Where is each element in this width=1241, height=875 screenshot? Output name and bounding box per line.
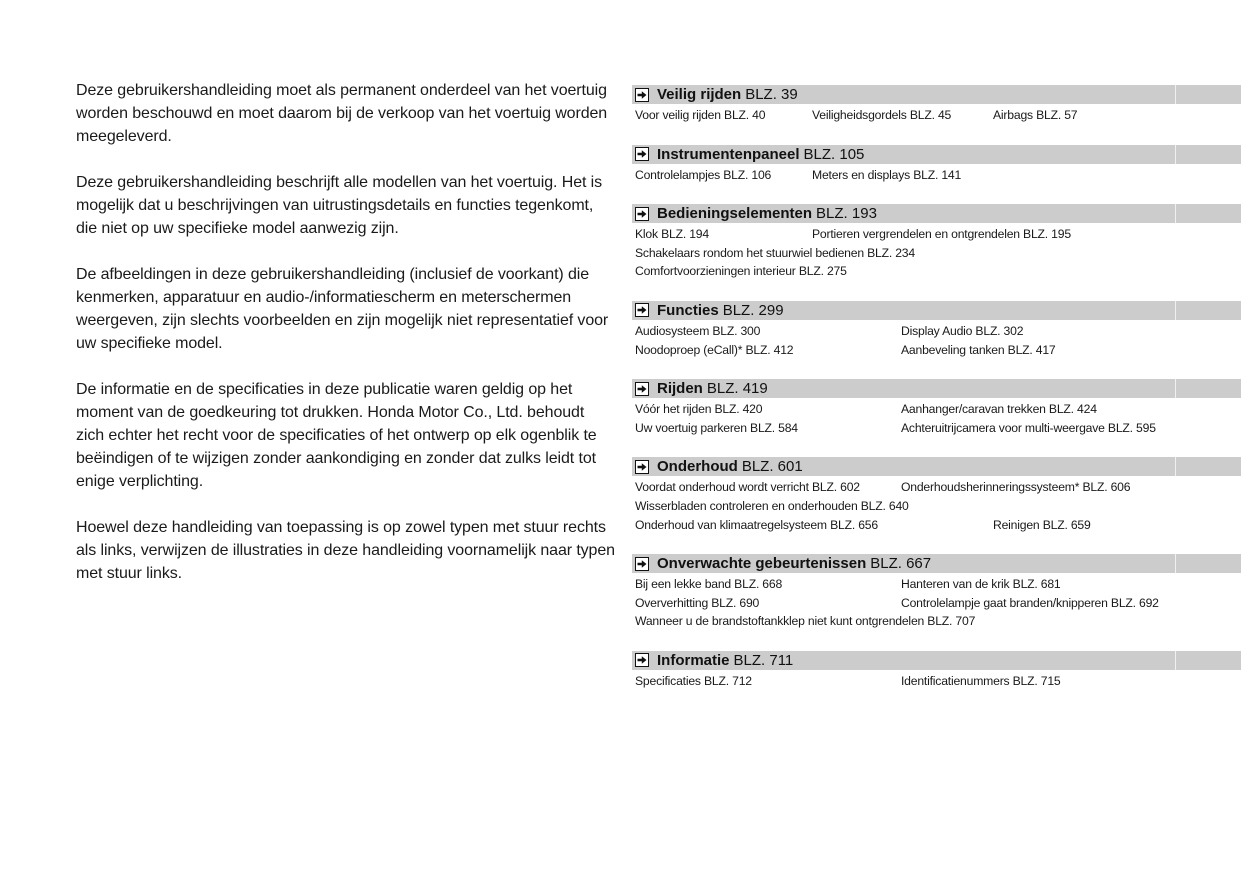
arrow-right-icon [635, 147, 649, 161]
toc-entry-link[interactable]: Voordat onderhoud wordt verricht BLZ. 602 [635, 480, 860, 495]
toc-row [635, 244, 1241, 263]
toc-section-header[interactable] [632, 651, 1241, 670]
toc-entries [632, 398, 1241, 437]
toc-entry-link[interactable]: Wisserbladen controleren en onderhouden BLZ. 640 [635, 498, 909, 513]
toc-section [632, 85, 1241, 125]
toc-section [632, 554, 1241, 631]
toc-entry-link[interactable]: Audiosysteem BLZ. 300 [635, 323, 761, 338]
toc-entries [632, 476, 1241, 534]
toc-row [635, 262, 1241, 281]
toc-section-page: BLZ. 193 [816, 205, 877, 223]
toc-section-title: Functies [657, 301, 719, 319]
toc-row [635, 672, 1241, 691]
toc-section-page: BLZ. 39 [745, 86, 798, 103]
toc-section-title: Veilig rijden [657, 86, 742, 103]
toc-entry-link[interactable]: Controlelampje gaat branden/knipperen BLZ. 692 [901, 595, 1159, 610]
arrow-right-icon [635, 382, 649, 396]
arrow-right-icon [635, 303, 649, 317]
toc-entry-link[interactable]: Controlelampjes BLZ. 106 [635, 167, 772, 182]
toc-section-page: BLZ. 419 [706, 380, 768, 398]
toc-entry-link[interactable]: Comfortvoorzieningen interieur BLZ. 275 [635, 264, 847, 279]
toc-entries [632, 573, 1241, 631]
toc-entry-link[interactable]: Aanhanger/caravan trekken BLZ. 424 [901, 402, 1097, 417]
toc-entry-link[interactable]: Hanteren van de krik BLZ. 681 [901, 577, 1061, 592]
arrow-right-icon [635, 460, 649, 474]
arrow-right-icon [635, 653, 649, 667]
toc-section-header[interactable] [632, 85, 1241, 104]
toc-row [635, 516, 1241, 535]
arrow-right-icon [635, 88, 649, 102]
toc-entry-link[interactable]: Onderhoud van klimaatregelsysteem BLZ. 656 [635, 517, 878, 532]
toc-section [632, 379, 1241, 437]
toc-entries [632, 104, 1241, 125]
toc-entry-link[interactable]: Meters en displays BLZ. 141 [812, 167, 962, 182]
toc-row [635, 575, 1241, 594]
toc-section-page: BLZ. 601 [741, 458, 803, 476]
header-divider [1175, 457, 1176, 476]
arrow-right-icon [635, 207, 649, 221]
header-divider [1175, 651, 1176, 670]
toc-row [635, 612, 1241, 631]
toc-row [635, 478, 1241, 497]
toc-entry-link[interactable]: Oververhitting BLZ. 690 [635, 595, 760, 610]
toc-section-title: Bedieningselementen [657, 205, 813, 223]
header-divider [1175, 379, 1176, 398]
toc-entry-link[interactable]: Display Audio BLZ. 302 [901, 323, 1024, 338]
intro-paragraph: Hoewel deze handleiding van toepassing is op zowel typen met stuur rechts als links, verwijzen de illustraties in deze handleiding voornamelijk naar typen met stuur links. [76, 519, 615, 582]
toc-row [635, 225, 1241, 244]
toc-section-title: Rijden [657, 380, 703, 398]
toc-entry-link[interactable]: Noodoproep (eCall)* BLZ. 412 [635, 342, 794, 357]
toc-section-title: Onderhoud [657, 458, 738, 476]
arrow-right-icon [635, 557, 649, 571]
toc-entry-link[interactable]: Wanneer u de brandstoftankklep niet kunt ontgrendelen BLZ. 707 [635, 614, 976, 629]
table-of-contents [632, 85, 1241, 711]
toc-entry-link[interactable]: Veiligheidsgordels BLZ. 45 [812, 108, 952, 122]
toc-entry-link[interactable]: Identificatienummers BLZ. 715 [901, 673, 1061, 688]
toc-entry-link[interactable]: Reinigen BLZ. 659 [993, 517, 1091, 532]
toc-section [632, 457, 1241, 534]
toc-entry-link[interactable]: Schakelaars rondom het stuurwiel bedienen BLZ. 234 [635, 245, 915, 260]
toc-section [632, 301, 1241, 359]
toc-section-page: BLZ. 667 [870, 555, 932, 573]
toc-section-header[interactable] [632, 204, 1241, 223]
toc-entries [632, 164, 1241, 185]
toc-entry-link[interactable]: Vóór het rijden BLZ. 420 [635, 402, 763, 417]
toc-section [632, 204, 1241, 281]
header-divider [1175, 301, 1176, 320]
toc-entry-link[interactable]: Portieren vergrendelen en ontgrendelen BLZ. 195 [812, 227, 1071, 242]
toc-section-header[interactable] [632, 457, 1241, 476]
intro-paragraph: Deze gebruikershandleiding moet als permanent onderdeel van het voertuig worden beschouwd en moet daarom bij de verkoop van het voertuig worden meegeleverd. [76, 82, 608, 145]
toc-entries [632, 670, 1241, 691]
toc-section-page: BLZ. 299 [722, 301, 784, 319]
toc-row [635, 400, 1241, 419]
header-divider [1175, 204, 1176, 223]
toc-section [632, 651, 1241, 691]
toc-section-header[interactable] [632, 301, 1241, 320]
toc-section-title: Informatie [657, 651, 730, 669]
toc-entries [632, 320, 1241, 359]
toc-section [632, 145, 1241, 185]
intro-paragraph: De afbeeldingen in deze gebruikershandleiding (inclusief de voorkant) die kenmerken, apparatuur en audio-/informatiescherm en meterschermen weergeven, zijn slechts voorbeelden en zijn mogelijk niet representatief voor uw specifieke model. [76, 266, 609, 352]
intro-paragraph: Deze gebruikershandleiding beschrijft alle modellen van het voertuig. Het is mogelijk dat u beschrijvingen van uitrustingsdetails en functies tegenkomt, die niet op uw specifieke model aanwezig zijn. [76, 174, 603, 237]
toc-section-title: Instrumentenpaneel [657, 145, 800, 163]
toc-section-title: Onverwachte gebeurtenissen [657, 555, 867, 573]
toc-section-page: BLZ. 105 [803, 145, 865, 163]
toc-row [635, 594, 1241, 613]
toc-entry-link[interactable]: Bij een lekke band BLZ. 668 [635, 577, 783, 592]
toc-entry-link[interactable]: Voor veilig rijden BLZ. 40 [635, 108, 766, 122]
toc-entry-link[interactable]: Klok BLZ. 194 [635, 227, 709, 242]
toc-section-header[interactable] [632, 145, 1241, 164]
toc-row [635, 166, 1241, 185]
toc-entry-link[interactable]: Specificaties BLZ. 712 [635, 673, 752, 688]
header-divider [1175, 554, 1176, 573]
toc-row [635, 341, 1241, 360]
toc-section-header[interactable] [632, 554, 1241, 573]
toc-entry-link[interactable]: Onderhoudsherinneringssysteem* BLZ. 606 [901, 480, 1131, 495]
toc-row [635, 322, 1241, 341]
toc-section-header[interactable] [632, 379, 1241, 398]
toc-row [635, 497, 1241, 516]
toc-row [635, 419, 1241, 438]
intro-paragraph: De informatie en de specificaties in deze publicatie waren geldig op het moment van de goedkeuring tot drukken. Honda Motor Co., Ltd. behoudt zich echter het recht voor de specificaties of het ontwerp op elk ogenblik te beëindigen of te wijzigen zonder aankondiging en zonder dat zulks leidt tot enige verplichting. [76, 381, 597, 490]
toc-entry-link[interactable]: Airbags BLZ. 57 [993, 108, 1078, 122]
header-divider [1175, 145, 1176, 164]
toc-section-page: BLZ. 711 [733, 651, 794, 669]
toc-entries [632, 223, 1241, 281]
header-divider [1175, 85, 1176, 104]
toc-entry-link[interactable]: Uw voertuig parkeren BLZ. 584 [635, 420, 798, 435]
toc-row [635, 106, 1241, 125]
toc-entry-link[interactable]: Aanbeveling tanken BLZ. 417 [901, 342, 1056, 357]
toc-entry-link[interactable]: Achteruitrijcamera voor multi-weergave BLZ. 595 [901, 420, 1156, 435]
intro-text [76, 79, 616, 608]
